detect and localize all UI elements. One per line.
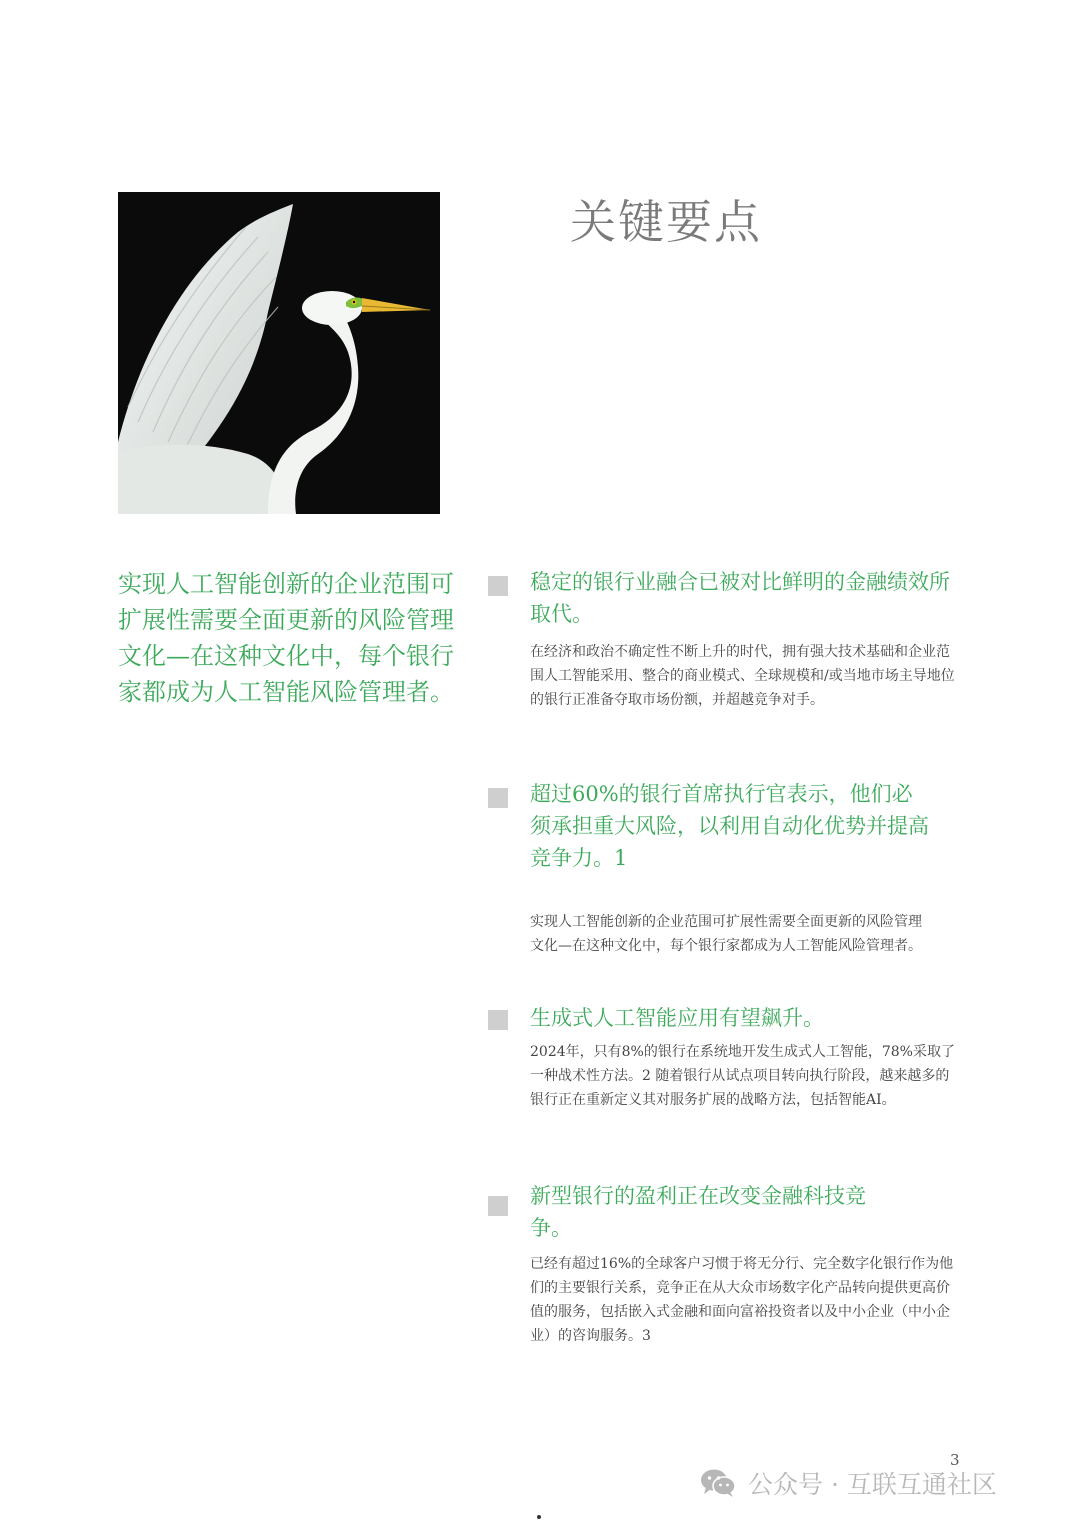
key-point-body: 2024年，只有8%的银行在系统地开发生成式人工智能，78%采取了一种战术性方法。2 随着银行从试点项目转向执行阶段，越来越多的银行正在重新定义其对服务扩展的战略方法，包括智能AI。: [530, 1044, 955, 1108]
key-point-4: [488, 1180, 958, 1348]
key-point-heading: 稳定的银行业融合已被对比鲜明的金融绩效所取代。: [530, 570, 950, 626]
watermark: [700, 1460, 997, 1506]
key-point-body: 在经济和政治不确定性不断上升的时代，拥有强大技术基础和企业范围人工智能采用、整合的商业模式、全球规模和/或当地市场主导地位的银行正准备夺取市场份额，并超越竞争对手。: [530, 644, 955, 708]
key-point-body: 已经有超过16%的全球客户习惯于将无分行、完全数字化银行作为他们的主要银行关系，竞争正在从大众市场数字化产品转向提供更高价值的服务，包括嵌入式金融和面向富裕投资者以及中小企业（中小企业）的咨询服务。3: [530, 1256, 954, 1344]
wechat-icon: [700, 1468, 736, 1498]
key-point-heading: 生成式人工智能应用有望飙升。: [530, 1006, 824, 1030]
square-bullet-icon: [488, 1010, 508, 1030]
key-point-body: 实现人工智能创新的企业范围可扩展性需要全面更新的风险管理文化—在这种文化中，每个银行家都成为人工智能风险管理者。: [530, 914, 922, 954]
key-point-heading: 超过60%的银行首席执行官表示，他们必须承担重大风险，以利用自动化优势并提高竞争力。1: [530, 782, 929, 870]
watermark-text: 公众号 · 互联互通社区: [748, 1470, 997, 1499]
key-point-heading: 新型银行的盈利正在改变金融科技竞争。: [530, 1184, 866, 1240]
egret-photo: [118, 192, 440, 514]
page-title: 关键要点: [570, 195, 762, 249]
key-point-2: [488, 778, 958, 874]
key-point-1: [488, 566, 958, 712]
square-bullet-icon: [488, 1196, 508, 1216]
divider-dot: [537, 1515, 541, 1519]
page-number: 3: [950, 1451, 960, 1469]
key-point-3: [488, 1002, 958, 1112]
square-bullet-icon: [488, 576, 508, 596]
pull-quote: 实现人工智能创新的企业范围可扩展性需要全面更新的风险管理文化—在这种文化中，每个银行家都成为人工智能风险管理者。: [118, 570, 454, 706]
square-bullet-icon: [488, 788, 508, 808]
egret-illustration: [118, 192, 440, 514]
